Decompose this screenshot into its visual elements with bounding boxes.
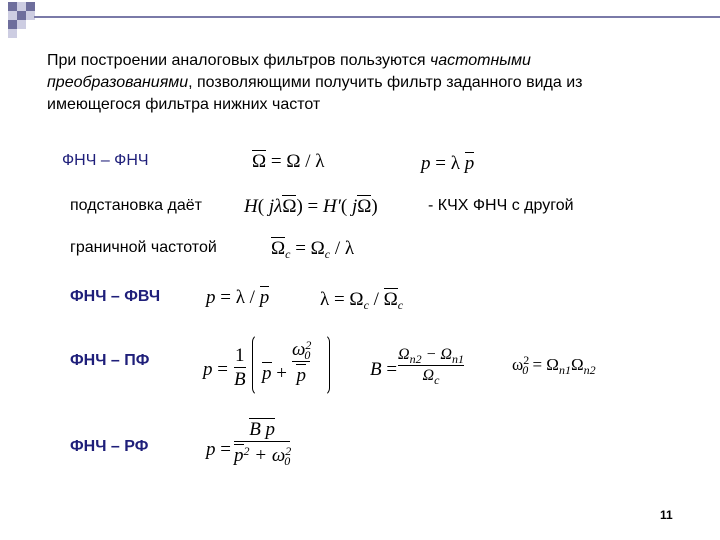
formula-bs-fraction: B p $p^2 + \omega^2_0$ <box>234 419 292 468</box>
heading-lp-bp: ФНЧ – ПФ <box>70 352 150 369</box>
formula-p-hp: p = λ / p <box>206 287 270 308</box>
formula-omega-c: $\Omega_c = \Omega_c / \lambda$ <box>271 238 355 261</box>
heading-lp-bs: ФНЧ – РФ <box>70 438 149 455</box>
formula-bp-omega-over-p: $\omega^2_0$ p <box>292 338 312 386</box>
formula-H-transform: H( jλΩ) = H′( jΩ) <box>244 196 378 217</box>
formula-bp-1-over-B: 1 B <box>234 345 246 390</box>
label-substitution: подстановка даёт <box>70 197 202 214</box>
heading-lp-lp: ФНЧ – ФНЧ <box>62 152 149 169</box>
label-cutoff: граничной частотой <box>70 239 217 256</box>
formula-bp-p-plus: p + <box>262 363 287 384</box>
formula-p-lambda-p: p = λ p <box>421 153 475 174</box>
formula-lambda-hp: $\lambda = \Omega_c / \Omega_c$ <box>320 289 404 312</box>
corner-decoration <box>0 0 110 40</box>
formula-B-def: $\Omega_{п2} - \Omega_{п1}$ $\Omega_c$ <box>398 346 464 387</box>
formula-B-eq: B = <box>370 359 398 380</box>
label-kchh-note: - КЧХ ФНЧ с другой <box>428 197 574 214</box>
formula-omega-bar: Ω = Ω / λ <box>252 151 325 172</box>
formula-omega0-def: $\omega^2_0 = \Omega_{п1}\Omega_{п2}$ <box>512 353 596 377</box>
page-number: 11 <box>660 508 673 522</box>
formula-bs-p-eq: p = <box>206 439 231 460</box>
heading-lp-hp: ФНЧ – ФВЧ <box>70 288 161 305</box>
intro-paragraph: При построении аналоговых фильтров пользуются частотными преобразованиями, позволяющими получить фильтр заданного вида из имеющегося фильтра нижних частот <box>47 52 583 113</box>
formula-bp-p-eq: p = <box>203 359 228 380</box>
